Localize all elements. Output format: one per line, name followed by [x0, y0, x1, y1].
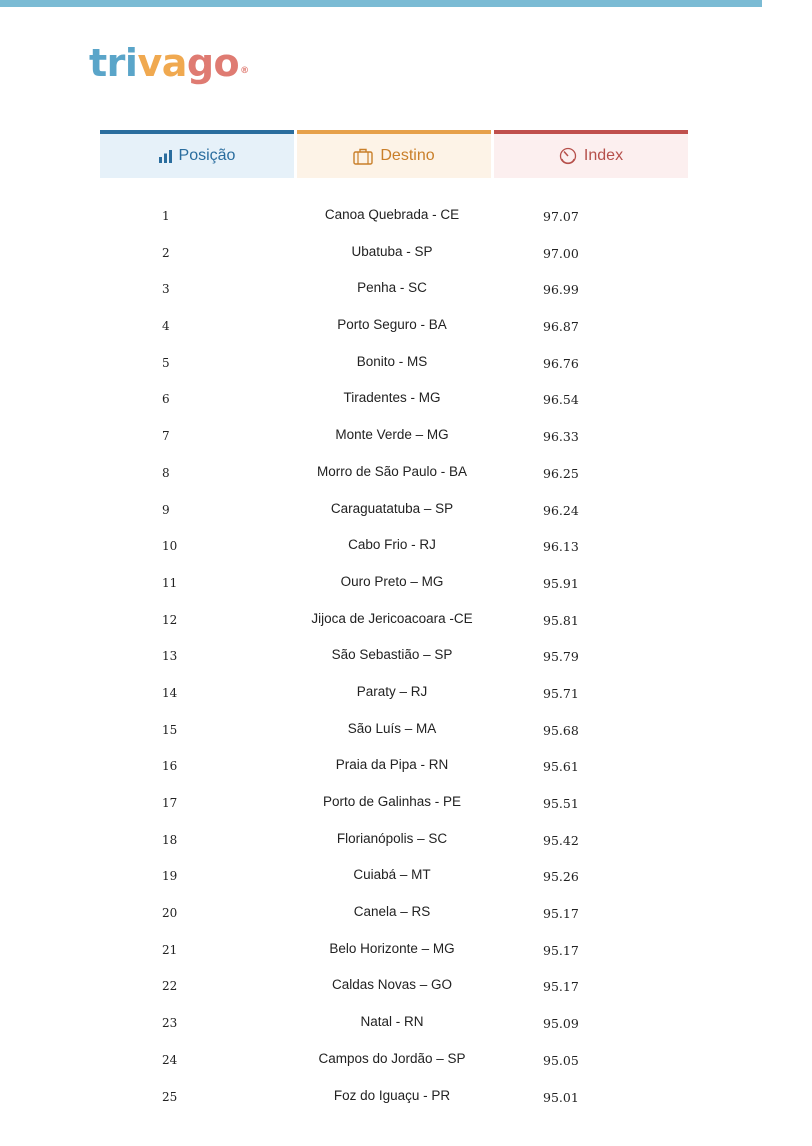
row-destination: Tiradentes - MG	[343, 390, 441, 406]
row-index: 97.07	[543, 209, 579, 224]
row-position: 6	[162, 392, 170, 407]
table-row	[0, 345, 812, 382]
row-position: 15	[162, 722, 178, 737]
row-position: 24	[162, 1052, 178, 1067]
row-destination: Caraguatatuba – SP	[330, 500, 454, 516]
row-destination: Porto de Galinhas - PE	[322, 794, 462, 809]
row-destination: Cabo Frio - RJ	[348, 537, 436, 553]
row-index: 96.87	[543, 319, 579, 335]
row-index: 97.00	[543, 245, 579, 261]
row-destination: Foz do Iguaçu - PR	[333, 1087, 451, 1103]
row-destination: Ouro Preto – MG	[340, 573, 444, 589]
header-destination-label: Destino	[380, 147, 435, 164]
row-position: 2	[162, 245, 170, 260]
table-row	[0, 418, 812, 455]
table-row	[0, 638, 812, 675]
row-position: 12	[162, 612, 178, 627]
row-index: 96.25	[543, 465, 579, 481]
row-index: 95.81	[543, 612, 579, 628]
row-position: 5	[162, 355, 170, 370]
row-index: 95.91	[543, 575, 579, 591]
row-destination: Cuiabá – MT	[353, 867, 431, 883]
gauge-icon	[559, 147, 577, 165]
table-row	[0, 271, 812, 308]
row-position: 18	[162, 832, 178, 847]
table-row	[0, 235, 812, 272]
row-position: 7	[162, 429, 170, 444]
row-index: 95.09	[543, 1016, 579, 1032]
row-index: 95.01	[543, 1089, 579, 1105]
table-row	[0, 602, 812, 639]
row-position: 14	[162, 685, 178, 700]
table-row	[0, 565, 812, 602]
row-destination: Morro de São Paulo - BA	[316, 463, 468, 479]
row-destination: São Luís – MA	[347, 720, 437, 736]
header-position-label: Posição	[178, 147, 236, 164]
table-row	[0, 198, 812, 235]
bar-chart-icon	[159, 150, 172, 163]
table-row	[0, 785, 812, 822]
row-position: 20	[162, 906, 178, 921]
row-position: 25	[162, 1089, 178, 1104]
table-row	[0, 968, 812, 1005]
header-position	[100, 130, 294, 178]
table-row	[0, 822, 812, 859]
row-index: 96.24	[543, 502, 579, 518]
row-position: 4	[162, 319, 170, 334]
row-destination: Bonito - MS	[356, 353, 428, 369]
table-row	[0, 712, 812, 749]
row-index: 95.05	[543, 1052, 579, 1068]
table-row	[0, 381, 812, 418]
row-destination: Canela – RS	[353, 904, 431, 920]
table-row	[0, 528, 812, 565]
row-destination: Canoa Quebrada - CE	[324, 207, 460, 222]
table-row	[0, 492, 812, 529]
row-destination: São Sebastião – SP	[331, 647, 453, 663]
row-destination: Campos do Jordão – SP	[318, 1050, 466, 1066]
row-index: 95.71	[543, 685, 579, 701]
row-index: 95.68	[543, 722, 579, 738]
row-position: 17	[162, 796, 178, 810]
row-position: 9	[162, 502, 170, 517]
row-position: 21	[162, 942, 178, 957]
trivago-logo: trivago®	[89, 41, 249, 85]
row-destination: Natal - RN	[360, 1014, 424, 1030]
row-index: 95.51	[543, 796, 579, 811]
top-accent-bar	[0, 0, 762, 7]
row-position: 23	[162, 1016, 178, 1031]
row-index: 95.17	[543, 906, 579, 922]
header-destination	[297, 130, 491, 178]
table-header	[100, 130, 688, 178]
row-position: 10	[162, 539, 178, 554]
row-destination: Praia da Pipa - RN	[335, 757, 449, 773]
row-index: 95.79	[543, 649, 579, 665]
row-position: 3	[162, 282, 170, 297]
row-index: 95.17	[543, 942, 579, 958]
row-destination: Florianópolis – SC	[336, 830, 448, 846]
row-index: 95.61	[543, 759, 579, 775]
row-destination: Jijoca de Jericoacoara -CE	[311, 610, 473, 626]
row-destination: Belo Horizonte – MG	[329, 940, 455, 956]
row-position: 8	[162, 465, 170, 480]
row-index: 96.33	[543, 429, 579, 445]
table-row	[0, 1079, 812, 1116]
table-row	[0, 895, 812, 932]
table-row	[0, 858, 812, 895]
row-position: 19	[162, 869, 178, 884]
header-index-label: Index	[583, 147, 624, 164]
header-index	[494, 130, 688, 178]
row-destination: Ubatuba - SP	[351, 243, 433, 259]
table-row	[0, 1005, 812, 1042]
table-row	[0, 1042, 812, 1079]
ranking-table	[0, 198, 812, 1115]
row-destination: Caldas Novas – GO	[331, 977, 453, 993]
row-destination: Porto Seguro - BA	[337, 317, 447, 333]
row-index: 96.54	[543, 392, 579, 408]
row-position: 1	[162, 209, 170, 223]
row-index: 95.26	[543, 869, 579, 885]
row-position: 13	[162, 649, 178, 664]
row-index: 95.17	[543, 979, 579, 995]
row-position: 22	[162, 979, 178, 994]
row-position: 16	[162, 759, 178, 774]
row-destination: Monte Verde – MG	[335, 427, 449, 443]
table-row	[0, 932, 812, 969]
row-position: 11	[162, 575, 178, 590]
table-row	[0, 675, 812, 712]
table-row	[0, 308, 812, 345]
row-destination: Paraty – RJ	[356, 683, 428, 699]
row-index: 95.42	[543, 832, 579, 848]
suitcase-icon	[353, 148, 373, 165]
row-index: 96.13	[543, 539, 579, 555]
row-index: 96.76	[543, 355, 579, 371]
table-row	[0, 455, 812, 492]
table-row	[0, 748, 812, 785]
row-index: 96.99	[543, 282, 579, 298]
row-destination: Penha - SC	[357, 280, 427, 296]
